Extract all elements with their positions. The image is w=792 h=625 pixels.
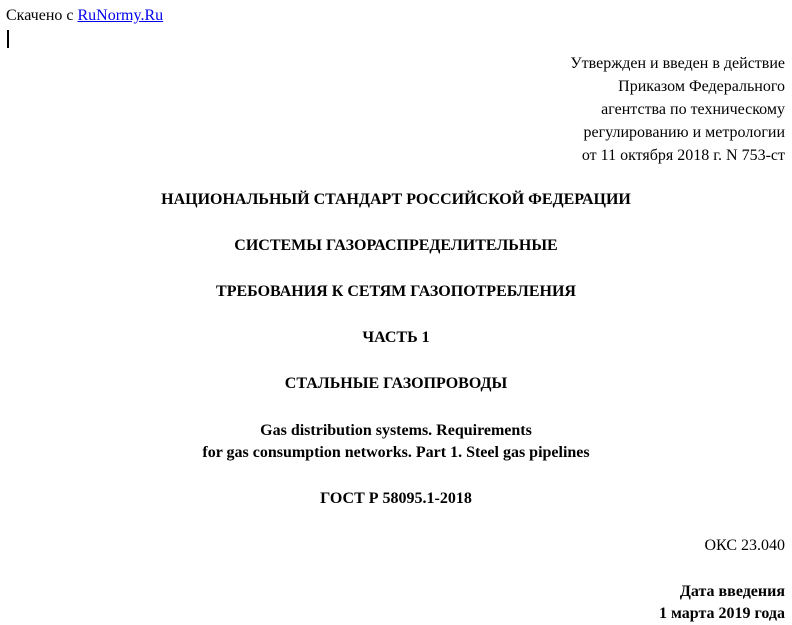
english-title-line-1: Gas distribution systems. Requirements bbox=[260, 422, 532, 439]
oks-code: ОКС 23.040 bbox=[704, 537, 785, 554]
part-heading: ЧАСТЬ 1 bbox=[362, 329, 430, 346]
approval-line: агентства по техническому bbox=[601, 101, 785, 118]
english-title bbox=[0, 420, 792, 464]
approval-line: Утвержден и введен в действие bbox=[570, 55, 785, 72]
source-line bbox=[6, 7, 163, 25]
title-line-2: ТРЕБОВАНИЯ К СЕТЯМ ГАЗОПОТРЕБЛЕНИЯ bbox=[216, 283, 576, 300]
standard-designation: ГОСТ Р 58095.1-2018 bbox=[320, 490, 472, 507]
english-title-line-2: for gas consumption networks. Part 1. Steel gas pipelines bbox=[202, 444, 590, 461]
text-cursor bbox=[7, 30, 9, 48]
subtitle-heading: СТАЛЬНЫЕ ГАЗОПРОВОДЫ bbox=[284, 375, 508, 392]
introduction-label: Дата введения bbox=[679, 583, 785, 600]
title-line-1: СИСТЕМЫ ГАЗОРАСПРЕДЕЛИТЕЛЬНЫЕ bbox=[234, 237, 558, 254]
source-prefix: Скачено с bbox=[6, 7, 78, 24]
approval-block bbox=[570, 52, 785, 167]
introduction-date-block bbox=[659, 581, 785, 625]
source-link[interactable]: RuNormy.Ru bbox=[77, 7, 164, 24]
approval-line: регулированию и метрологии bbox=[583, 124, 785, 141]
approval-line: Приказом Федерального bbox=[618, 78, 785, 95]
introduction-date: 1 марта 2019 года bbox=[658, 605, 785, 622]
approval-line: от 11 октября 2018 г. N 753-ст bbox=[581, 147, 785, 164]
standard-type-heading: НАЦИОНАЛЬНЫЙ СТАНДАРТ РОССИЙСКОЙ ФЕДЕРАЦИИ bbox=[161, 191, 631, 208]
